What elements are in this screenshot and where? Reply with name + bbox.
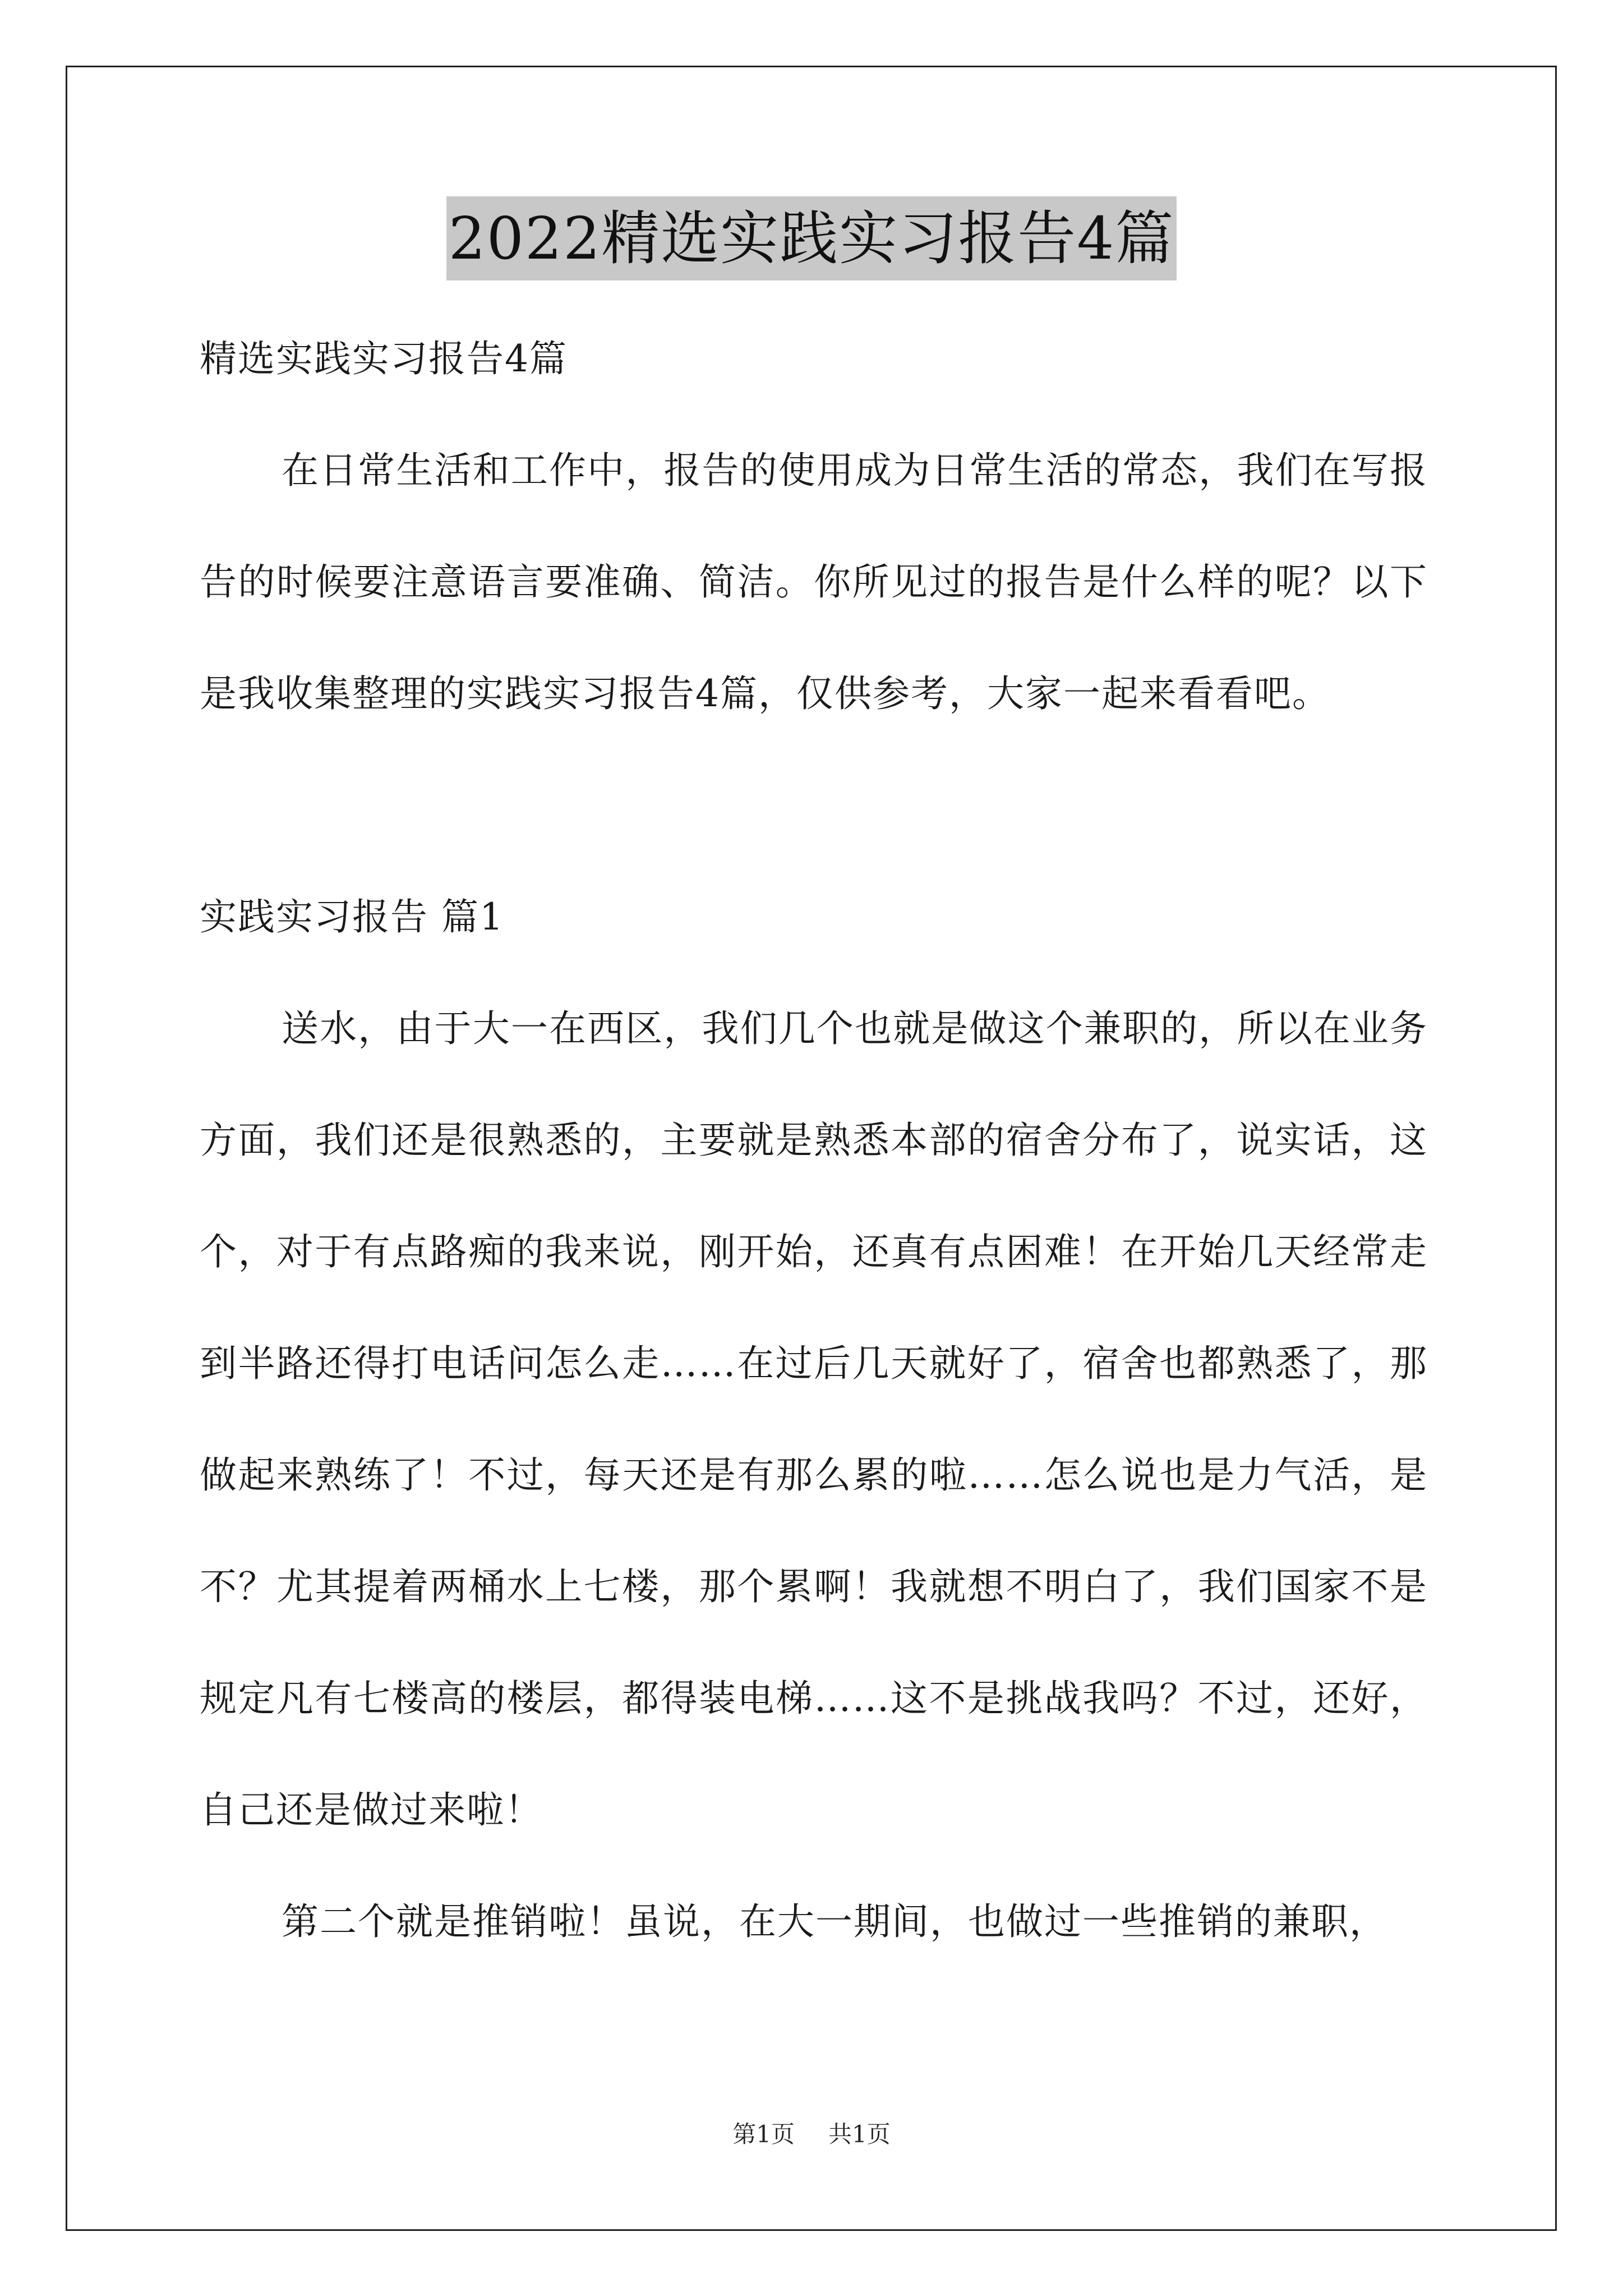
page-number: 第1页	[732, 2120, 795, 2148]
page-total: 共1页	[828, 2120, 891, 2148]
section-heading: 实践实习报告 篇1	[200, 895, 504, 938]
title-container	[0, 196, 1623, 280]
document-subtitle: 精选实践实习报告4篇	[200, 337, 568, 380]
document-title: 2022精选实践实习报告4篇	[446, 196, 1177, 280]
intro-paragraph: 在日常生活和工作中，报告的使用成为日常生活的常态，我们在写报告的时候要注意语言要准确、简洁。你所见过的报告是什么样的呢？以下是我收集整理的实践实习报告4篇，仅供参考，大家一起来看看吧。	[200, 449, 1428, 715]
body-paragraph: 第二个就是推销啦！虽说，在大一期间，也做过一些推销的兼职，	[282, 1900, 1387, 1943]
document-body	[200, 303, 1428, 1977]
page-footer	[0, 2118, 1623, 2151]
body-paragraph: 送水，由于大一在西区，我们几个也就是做这个兼职的，所以在业务方面，我们还是很熟悉的，主要就是熟悉本部的宿舍分布了，说实话，这个，对于有点路痴的我来说，刚开始，还真有点困难！在开始几天经常走到半路还得打电话问怎么走……在过后几天就好了，宿舍也都熟悉了，那做起来熟练了！不过，每天还是有那么累的啦……怎么说也是力气活，是不？尤其提着两桶水上七楼，那个累啊！我就想不明白了，我们国家不是规定凡有七楼高的楼层，都得装电梯……这不是挑战我吗？不过，还好，自己还是做过来啦！	[200, 1007, 1428, 1832]
